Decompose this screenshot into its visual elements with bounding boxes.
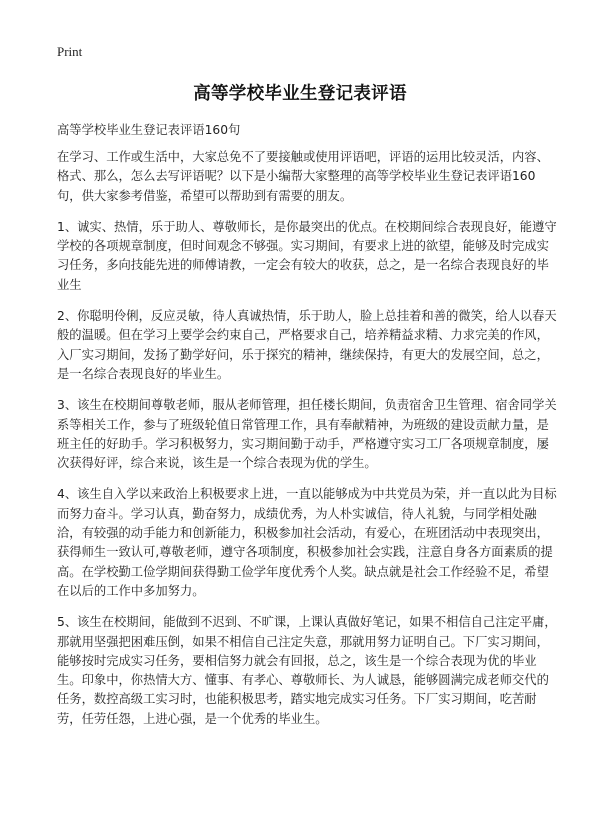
comment-paragraph-5: 5、该生在校期间，能做到不迟到、不旷课，上课认真做好笔记，如果不相信自己注定平庸，那就用坚强把困难压倒，如果不相信自己注定失意，那就用努力证明自己。下厂实习期间，能够按时完成实习任务，要相信努力就会有回报，总之，该生是一个综合表现为优的毕业生。印象中，你热情大方、懂事、有孝心、尊敬师长、为人诚恳，能够圆满完成老师交代的任务，数控高级工实习时，也能积极思考，踏实地完成实习任务。下厂实习期间，吃苦耐劳，任劳任怨，上进心强，是一个优秀的毕业生。 xyxy=(57,615,557,726)
document-subtitle: 高等学校毕业生登记表评语160句 xyxy=(57,123,241,137)
comment-paragraph-2: 2、你聪明伶俐，反应灵敏，待人真诚热情，乐于助人，脸上总挂着和善的微笑，给人以春天般的温暖。但在学习上要学会约束自己，严格要求自己，培养精益求精、力求完美的作风，入厂实习期间，发扬了勤学好问，乐于探究的精神，继续保持，有更大的发展空间，总之，是一名综合表现良好的毕业生。 xyxy=(57,309,557,381)
document-body xyxy=(57,148,557,741)
comment-paragraph-1: 1、诚实、热情，乐于助人、尊敬师长，是你最突出的优点。在校期间综合表现良好，能遵守学校的各项规章制度，但时间观念不够强。实习期间，有要求上进的欲望，能够及时完成实习任务，多向技能先进的师傅请教，一定会有较大的收获，总之，是一名综合表现良好的毕业生 xyxy=(57,219,557,292)
page-title: 高等学校毕业生登记表评语 xyxy=(193,84,407,104)
comment-paragraph-4: 4、该生自入学以来政治上积极要求上进，一直以能够成为中共党员为荣，并一直以此为目标而努力奋斗。学习认真，勤奋努力，成绩优秀，为人朴实诚信，待人礼貌，与同学相处融洽，有较强的动手能力和创新能力，积极参加社会活动，有爱心，在班团活动中表现突出，获得师生一致认可,尊敬老师，遵守各项制度，积极参加社会实践，注意自身各方面素质的提高。在学校勤工俭学期间获得勤工俭学年度优秀个人奖。缺点就是社会工作经验不足，希望在以后的工作中多加努力。 xyxy=(57,487,557,598)
comment-paragraph-3: 3、该生在校期间尊敬老师，服从老师管理，担任楼长期间，负责宿舍卫生管理、宿舍同学关系等相关工作，参与了班级轮值日常管理工作，具有奉献精神，为班级的建设贡献力量，是班主任的好助手。学习积极努力，实习期间勤于动手，严格遵守实习工厂各项规章制度，屡次获得好评，综合来说，该生是一个综合表现为优的学生。 xyxy=(57,398,557,471)
intro-paragraph: 在学习、工作或生活中，大家总免不了要接触或使用评语吧，评语的运用比较灵活，内容、格式、那么，怎么去写评语呢？以下是小编帮大家整理的高等学校毕业生登记表评语160句，供大家参考借鉴，希望可以帮助到有需要的朋友。 xyxy=(57,150,549,203)
print-link[interactable]: Print xyxy=(57,44,83,59)
